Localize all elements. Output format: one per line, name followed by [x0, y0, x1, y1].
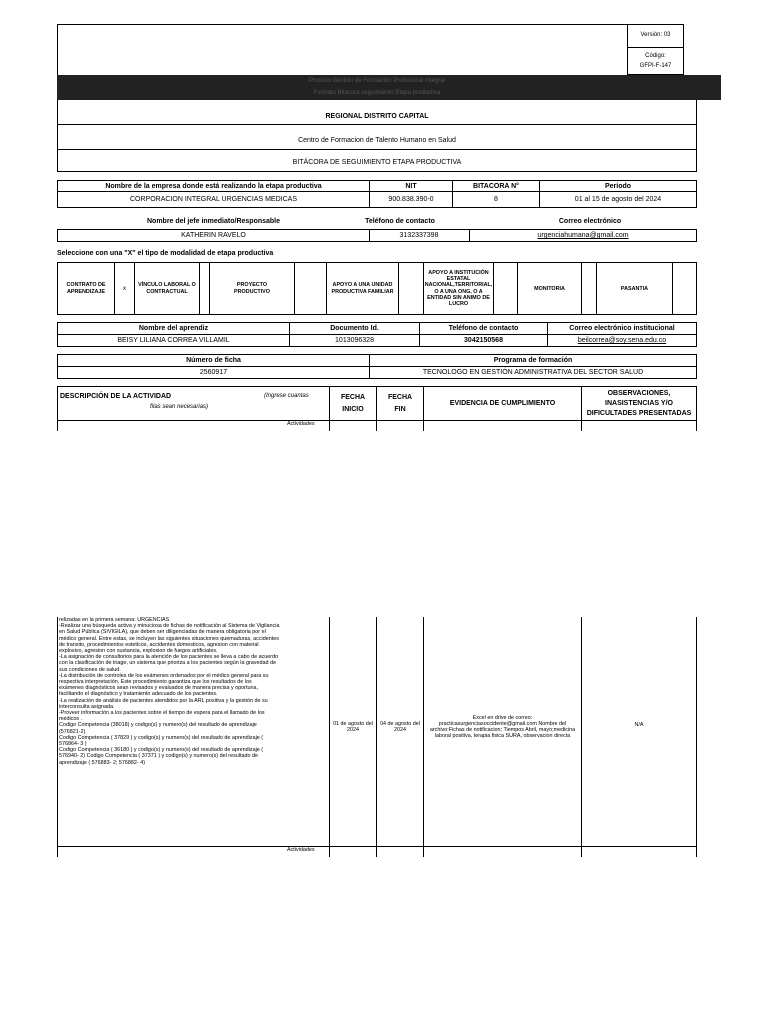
actividad-line: con la clasificación de triage, un sistema que prioriza a los pacientes según la gravedad de — [59, 660, 276, 667]
actividad-line: interconsulta asignada. — [59, 703, 115, 710]
actividad-line: facilitando el diagnóstico y tratamiento adecuado de los pacientes. — [59, 691, 218, 698]
actividad-evidencia: Excel en drive de correo: practicasurgenciasoccidente@gmail.com Nombre del archivo:Fichas de notificacion; Tiempos Abril, mayo;medicina laboral positiva, terapia fisica SURA, observacion directa — [429, 714, 576, 740]
code-value: GFPI-F-147 — [639, 62, 672, 69]
row1-col1 — [329, 421, 330, 431]
observaciones-title-3: DIFICULTADES PRESENTADAS — [586, 409, 692, 417]
actividad-line: explosivo, agresion con sustancia, explosion de fuegos artificiales. — [59, 648, 218, 655]
row3-col1 — [329, 847, 330, 857]
actividad-description — [59, 617, 331, 847]
modalidad-apoyo-institucion-mark[interactable] — [494, 263, 518, 314]
actividad-line: 576864- 3 ) — [59, 741, 87, 748]
empresa-periodo: 01 al 15 de agosto del 2024 — [539, 191, 697, 208]
actividad-ingrese-text: (Ingrese cuantas — [264, 393, 309, 399]
ficha-value: 2560917 — [57, 366, 370, 379]
modalidad-vinculo-mark[interactable] — [200, 263, 210, 314]
version-text: Versión: 03 — [640, 32, 671, 38]
empresa-nombre-label: Nombre de la empresa donde está realizando la etapa productiva — [57, 180, 370, 192]
row1-left-border — [57, 421, 58, 431]
regional-divider — [57, 124, 697, 125]
empresa-bitacora: 8 — [452, 191, 540, 208]
row3-col3 — [423, 847, 424, 857]
aprendiz-correo[interactable]: beilcorrea@soy.sena.edu.co — [547, 334, 697, 347]
actividad-desc-title: DESCRIPCIÓN DE LA ACTIVIDAD — [60, 393, 172, 400]
row1-right-border — [696, 421, 697, 431]
empresa-periodo-label: Período — [539, 180, 697, 192]
empresa-nit-label: NIT — [369, 180, 453, 192]
code-label: Código: — [645, 52, 666, 59]
aprendiz-documento-label: Documento Id. — [289, 322, 420, 335]
actividad-line: respectiva interpretación. Este procedimiento garantiza que los resultados de los — [59, 679, 252, 686]
modalidad-contrato-mark[interactable]: x — [115, 263, 135, 314]
actividad-line: relizadas en la primera semana: URGENCIAS — [59, 617, 170, 623]
fecha-fin-title-1: FECHA — [387, 393, 413, 401]
actividad-line: de transito, procedimientos esteticos, accidentes domesticos, agresion con material — [59, 641, 259, 648]
row1-col2 — [376, 421, 377, 431]
actividad-line: -Proveer información a los pacientes sobre el tiempo de espera para el llamado de los — [59, 710, 265, 717]
centro-divider — [57, 149, 697, 150]
jefe-correo[interactable]: urgenciahumana@gmail.com — [469, 229, 697, 242]
ficha-label: Número de ficha — [57, 354, 370, 367]
row1-col4 — [581, 421, 582, 431]
row3-right-border — [696, 847, 697, 857]
modalidad-contrato: CONTRATO DE APRENDIZAJE — [58, 263, 115, 314]
actividad-line: Codigo Competencia ( 36180 ) y codigo(s) y numero(s) del resultado de aprendizaje ( — [59, 747, 264, 754]
aprendiz-telefono-label: Teléfono de contacto — [419, 322, 548, 335]
actividad-line: médicos . — [59, 716, 83, 723]
jefe-nombre-label: Nombre del jefe inmediato/Responsable — [146, 217, 281, 225]
actividad-filas-text: filas sean necesarias) — [150, 404, 209, 410]
modalidad-monitoria-mark[interactable] — [582, 263, 597, 314]
programa-label: Programa de formación — [369, 354, 697, 367]
actividad-line: (576821-2) — [59, 728, 86, 735]
actividad-line: -La distribución de controles de los exámenes ordenados por el médico general para su — [59, 672, 269, 679]
header-left-box — [57, 24, 628, 75]
actividad-line: Codigo Competencia (38018) y codigo(s) y numero(s) del resultado de aprendizaje — [59, 722, 257, 729]
regional-title: REGIONAL DISTRITO CAPITAL — [325, 112, 429, 120]
actividad-line: 576940- 2) Codigo Competencia ( 37371 ) y codigo(s) y numero(s) del resultado de — [59, 753, 258, 760]
modalidad-pasantia: PASANTIA — [597, 263, 673, 314]
aprendiz-telefono: 3042150568 — [419, 334, 548, 347]
row3-left-border — [57, 847, 58, 857]
modalidad-proyecto: PROYECTO PRODUCTIVO — [210, 263, 295, 314]
actividad-fecha-fin: 04 de agosto del 2024 — [380, 720, 420, 733]
aprendiz-nombre: BEISY LILIANA CORREA VILLAMIL — [57, 334, 290, 347]
actividad-line: sus condiciones de salud. — [59, 666, 121, 673]
actividad-bottom-label: Actividades — [287, 847, 315, 853]
modalidad-apoyo-institucion: APOYO A INSTITUCIÓN ESTATAL NACIONAL,TERRITORIAL, O A UNA ONG, O A ENTIDAD SIN ANIMO DE LUCRO — [424, 263, 494, 314]
jefe-nombre: KATHERIN RAVELO — [57, 229, 370, 242]
jefe-correo-label: Correo electrónico — [558, 217, 622, 225]
jefe-telefono: 3132337398 — [369, 229, 470, 242]
actividad-line: en Salud Pública (SIVIGILA), que deben ser diligenciadas de manera obligatoria por el — [59, 629, 266, 636]
modalidad-apoyo-familiar: APOYO A UNA UNIDAD PRODUCTIVA FAMILIAR — [327, 263, 399, 314]
row3-col2 — [376, 847, 377, 857]
bitacora-title: BITÁCORA DE SEGUIMIENTO ETAPA PRODUCTIVA — [292, 158, 462, 166]
version-divider — [627, 47, 684, 48]
actividad-line: Codigo Competencia ( 37829 ) y codigo(s) y numero(s) del resultado de aprendizaje ( — [59, 734, 264, 741]
modalidad-monitoria: MONITORIA — [518, 263, 582, 314]
modalidad-apoyo-familiar-mark[interactable] — [399, 263, 424, 314]
jefe-telefono-label: Teléfono de contacto — [365, 217, 435, 225]
actividad-line: -La asignación de consultorios para la atención de los pacientes se lleva a cabo de acuerdo — [59, 654, 279, 661]
modalidad-vinculo: VÍNCULO LABORAL O CONTRACTUAL — [135, 263, 200, 314]
row1-col3 — [423, 421, 424, 431]
programa-value: TECNOLOGO EN GESTIÓN ADMINISTRATIVA DEL SECTOR SALUD — [369, 366, 697, 379]
observaciones-title-2: INASISTENCIAS Y/O — [605, 399, 673, 407]
empresa-nombre: CORPORACION INTEGRAL URGENCIAS MEDICAS — [57, 191, 370, 208]
format-title: Formato Bitácora seguimiento Etapa productiva — [57, 88, 697, 98]
centro-title: Centro de Formacion de Talento Humano en Salud — [298, 136, 456, 144]
actividad-fecha-inicio: 01 de agosto del 2024 — [333, 720, 373, 733]
aprendiz-documento: 1013096328 — [289, 334, 420, 347]
aprendiz-correo-label: Correo electrónico institucional — [547, 322, 697, 335]
empresa-nit: 900.838.390-0 — [369, 191, 453, 208]
actividad-top-label: Actividades — [287, 421, 315, 427]
observaciones-title-1: OBSERVACIONES, — [607, 389, 671, 397]
row2-observaciones-cell — [581, 617, 697, 847]
modalidad-pasantia-mark[interactable] — [673, 263, 696, 314]
fecha-inicio-title-1: FECHA — [340, 393, 366, 401]
aprendiz-nombre-label: Nombre del aprendiz — [57, 322, 290, 335]
row3-col4 — [581, 847, 582, 857]
actividad-line: -Realizar una búsqueda activa y minuciosa de fichas de notificación al Sistema de Vigilancia — [59, 623, 280, 630]
fecha-inicio-title-2: INICIO — [342, 405, 364, 413]
modalidad-proyecto-mark[interactable] — [295, 263, 327, 314]
actividad-observaciones: N/A — [634, 722, 644, 728]
evidencia-header: EVIDENCIA DE CUMPLIMIENTO — [423, 386, 582, 421]
fecha-fin-title-2: FIN — [394, 405, 406, 413]
actividad-line: exámenes diagnósticos sean revisados y evaluados de manera precisa y oportuna, — [59, 685, 258, 692]
actividad-line: médico general. Entre estas, se incluyen las siguientes situaciones quemaduras, accidentes — [59, 635, 279, 642]
modalidad-instruction: Seleccione con una "X" el tipo de modalidad de etapa productiva — [57, 250, 274, 257]
actividad-line: -La realización de análisis de pacientes atendidos por la ARL positiva y la gestión de su — [59, 697, 268, 704]
actividad-line: aprendizaje ( 576883- 2; 576882- 4) — [59, 759, 146, 766]
empresa-bitacora-label: BITACORA N° — [452, 180, 540, 192]
process-title: Proceso Gestión de Formación Profesional Integral — [57, 76, 697, 86]
